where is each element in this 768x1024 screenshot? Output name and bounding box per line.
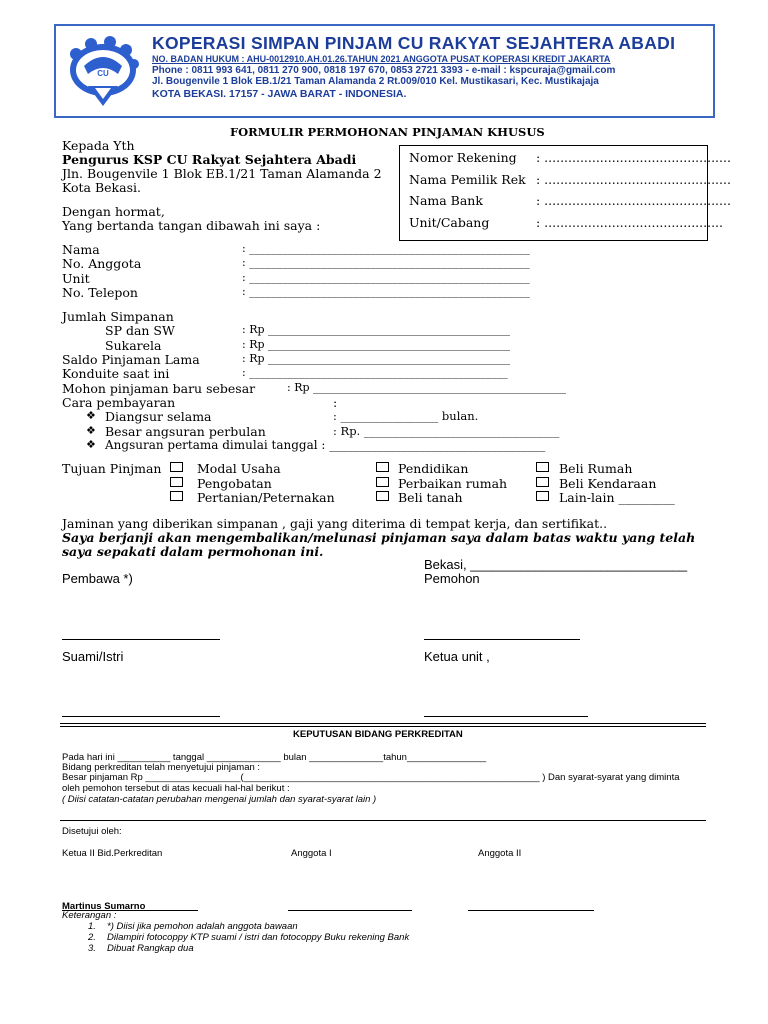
account-number-field[interactable]: : ............................................... bbox=[536, 150, 731, 165]
branch-label: Unit/Cabang bbox=[409, 215, 490, 230]
bank-name-label: Nama Bank bbox=[409, 193, 483, 208]
first-installment-field[interactable]: Angsuran pertama dimulai tanggal : ____________________________________ bbox=[105, 438, 546, 452]
diamond-bullet-icon: ❖ bbox=[86, 438, 96, 451]
diamond-bullet-icon: ❖ bbox=[86, 424, 96, 437]
cooperative-logo bbox=[62, 32, 144, 112]
unit-head-signature-line[interactable] bbox=[424, 716, 588, 717]
svg-text:CU: CU bbox=[97, 69, 109, 78]
phone-field[interactable]: : ___________________________________________________ bbox=[242, 285, 530, 298]
name-field[interactable]: : ___________________________________________________ bbox=[242, 242, 530, 255]
checkbox-beli-rumah[interactable] bbox=[536, 462, 549, 472]
checkbox-modal-usaha[interactable] bbox=[170, 462, 183, 472]
old-loan-label: Saldo Pinjaman Lama bbox=[62, 352, 200, 367]
option-perbaikan-rumah: Perbaikan rumah bbox=[398, 476, 508, 491]
bearer-signature-line[interactable] bbox=[62, 639, 220, 640]
branch-field[interactable]: : ............................................. bbox=[536, 215, 723, 230]
member-number-label: No. Anggota bbox=[62, 256, 142, 271]
member-two-label: Anggota II bbox=[478, 848, 522, 859]
account-number-label: Nomor Rekening bbox=[409, 150, 517, 165]
option-beli-rumah: Beli Rumah bbox=[559, 461, 633, 476]
member-one-label: Anggota I bbox=[291, 848, 332, 859]
checkbox-pertanian[interactable] bbox=[170, 491, 183, 501]
collateral-text: Jaminan yang diberikan simpanan , gaji yang diterima di tempat kerja, dan sertifikat.. bbox=[62, 516, 608, 531]
sp-sw-label: SP dan SW bbox=[105, 323, 175, 338]
old-loan-field[interactable]: : Rp ____________________________________________ bbox=[242, 352, 511, 365]
unit-label: Unit bbox=[62, 271, 90, 286]
option-pengobatan: Pengobatan bbox=[197, 476, 272, 491]
form-title: FORMULIR PERMOHONAN PINJAMAN KHUSUS bbox=[230, 125, 545, 139]
exception-text: oleh pemohon tersebut di atas kecuali hal-hal berikut : bbox=[62, 783, 290, 794]
head-credit-signatory: Martinus Sumarno bbox=[62, 901, 146, 912]
option-pertanian: Pertanian/Peternakan bbox=[197, 490, 335, 505]
approved-by-label: Disetujui oleh: bbox=[62, 826, 122, 837]
unit-field[interactable]: : ___________________________________________________ bbox=[242, 271, 530, 284]
option-beli-tanah: Beli tanah bbox=[398, 490, 463, 505]
checkbox-lain-lain[interactable] bbox=[536, 491, 549, 501]
option-beli-kendaraan: Beli Kendaraan bbox=[559, 476, 657, 491]
decision-title: KEPUTUSAN BIDANG PERKREDITAN bbox=[293, 729, 463, 740]
account-owner-label: Nama Pemilik Rek bbox=[409, 172, 526, 187]
member-number-field[interactable]: : ___________________________________________________ bbox=[242, 256, 530, 269]
recipient-city: Kota Bekasi. bbox=[62, 180, 141, 195]
new-loan-field[interactable]: : Rp ______________________________________________ bbox=[287, 381, 567, 394]
new-loan-label: Mohon pinjaman baru sebesar bbox=[62, 381, 256, 396]
notes-instruction: ( Diisi catatan-catatan perubahan mengenai jumlah dan syarat-syarat lain ) bbox=[62, 794, 377, 805]
checkbox-pendidikan[interactable] bbox=[376, 462, 389, 472]
section-divider bbox=[60, 723, 706, 724]
member-two-signature-line[interactable] bbox=[468, 910, 594, 911]
place-date-field[interactable]: Bekasi, ______________________________ bbox=[424, 557, 688, 572]
promise-text-line2: saya sepakati dalam permohonan ini. bbox=[62, 544, 324, 559]
contact-phone: Phone : 0811 993 641, 0811 270 900, 0818 197 670, 0853 2721 3393 - e-mail : kspcuraja@gmail.com bbox=[152, 65, 616, 76]
checkbox-beli-kendaraan[interactable] bbox=[536, 477, 549, 487]
recipient-name: Pengurus KSP CU Rakyat Sejahtera Abadi bbox=[62, 152, 357, 167]
note-item: *) Diisi jika pemohon adalah anggota bawaan bbox=[107, 921, 298, 932]
notes-heading: Keterangan : bbox=[62, 910, 117, 921]
unit-head-label: Ketua unit , bbox=[424, 649, 490, 664]
note-number: 2. bbox=[88, 932, 96, 943]
purpose-label: Tujuan Pinjman bbox=[62, 461, 162, 476]
savings-heading: Jumlah Simpanan bbox=[62, 309, 174, 324]
conduct-label: Konduite saat ini bbox=[62, 366, 170, 381]
monthly-installment-label: Besar angsuran perbulan bbox=[105, 424, 266, 439]
spouse-label: Suami/Istri bbox=[62, 649, 124, 664]
member-one-signature-line[interactable] bbox=[288, 910, 412, 911]
option-modal-usaha: Modal Usaha bbox=[197, 461, 281, 476]
checkbox-beli-tanah[interactable] bbox=[376, 491, 389, 501]
recipient-to: Kepada Yth bbox=[62, 138, 135, 153]
city-line: KOTA BEKASI. 17157 - JAWA BARAT - INDONESIA. bbox=[152, 88, 407, 100]
conduct-field[interactable]: : _______________________________________________ bbox=[242, 366, 508, 379]
installment-period-label: Diangsur selama bbox=[105, 409, 212, 424]
option-pendidikan: Pendidikan bbox=[398, 461, 469, 476]
note-number: 1. bbox=[88, 921, 96, 932]
bank-name-field[interactable]: : ............................................... bbox=[536, 193, 731, 208]
cooperative-name: KOPERASI SIMPAN PINJAM CU RAKYAT SEJAHTERA ABADI bbox=[152, 33, 676, 53]
diamond-bullet-icon: ❖ bbox=[86, 409, 96, 422]
account-owner-field[interactable]: : ............................................... bbox=[536, 172, 731, 187]
notes-divider bbox=[60, 820, 706, 821]
installment-period-field[interactable]: : _________________ bulan. bbox=[333, 409, 479, 423]
applicant-signature-line[interactable] bbox=[424, 639, 580, 640]
sukarela-label: Sukarela bbox=[105, 338, 162, 353]
promise-text-line1: Saya berjanji akan mengembalikan/melunasi pinjaman saya dalam batas waktu yang telah bbox=[62, 530, 696, 545]
recipient-address: Jln. Bougenvile 1 Blok EB.1/21 Taman Alamanda 2 bbox=[62, 166, 382, 181]
note-item: Dibuat Rangkap dua bbox=[107, 943, 194, 954]
approval-text: Bidang perkreditan telah menyetujui pinjaman : bbox=[62, 762, 261, 773]
applicant-label: Pemohon bbox=[424, 571, 480, 586]
payment-method-colon: : bbox=[333, 395, 338, 410]
bearer-label: Pembawa *) bbox=[62, 571, 133, 586]
decision-date-line[interactable]: Pada hari ini __________ tanggal ______________ bulan ______________tahun_______________ bbox=[62, 752, 487, 763]
office-address: Jl. Bougenvile 1 Blok EB.1/21 Taman Alamanda 2 Rt.009/010 Kel. Mustikasari, Kec. Mustikajaja bbox=[152, 76, 599, 87]
note-number: 3. bbox=[88, 943, 96, 954]
monthly-installment-field[interactable]: : Rp. __________________________________ bbox=[333, 424, 560, 438]
intro-text: Yang bertanda tangan dibawah ini saya : bbox=[62, 218, 321, 233]
loan-amount-line[interactable]: Besar pinjaman Rp __________________(________________________________________________________ ) Dan syarat-syarat yang diminta bbox=[62, 772, 680, 783]
payment-method-label: Cara pembayaran bbox=[62, 395, 176, 410]
name-label: Nama bbox=[62, 242, 100, 257]
legal-registration: NO. BADAN HUKUM : AHU-0012910.AH.01.26.TAHUN 2021 ANGGOTA PUSAT KOPERASI KREDIT JAKARTA bbox=[152, 54, 611, 64]
phone-label: No. Telepon bbox=[62, 285, 138, 300]
sp-sw-field[interactable]: : Rp ____________________________________________ bbox=[242, 323, 511, 336]
checkbox-pengobatan[interactable] bbox=[170, 477, 183, 487]
option-lain-lain: Lain-lain _________ bbox=[559, 490, 675, 505]
checkbox-perbaikan-rumah[interactable] bbox=[376, 477, 389, 487]
greeting: Dengan hormat, bbox=[62, 204, 165, 219]
section-divider-double bbox=[60, 726, 706, 727]
sukarela-field[interactable]: : Rp ____________________________________________ bbox=[242, 338, 511, 351]
head-credit-label: Ketua II Bid.Perkreditan bbox=[62, 848, 163, 859]
note-item: Dilampiri fotocoppy KTP suami / istri dan fotocoppy Buku rekening Bank bbox=[107, 932, 410, 943]
spouse-signature-line[interactable] bbox=[62, 716, 220, 717]
